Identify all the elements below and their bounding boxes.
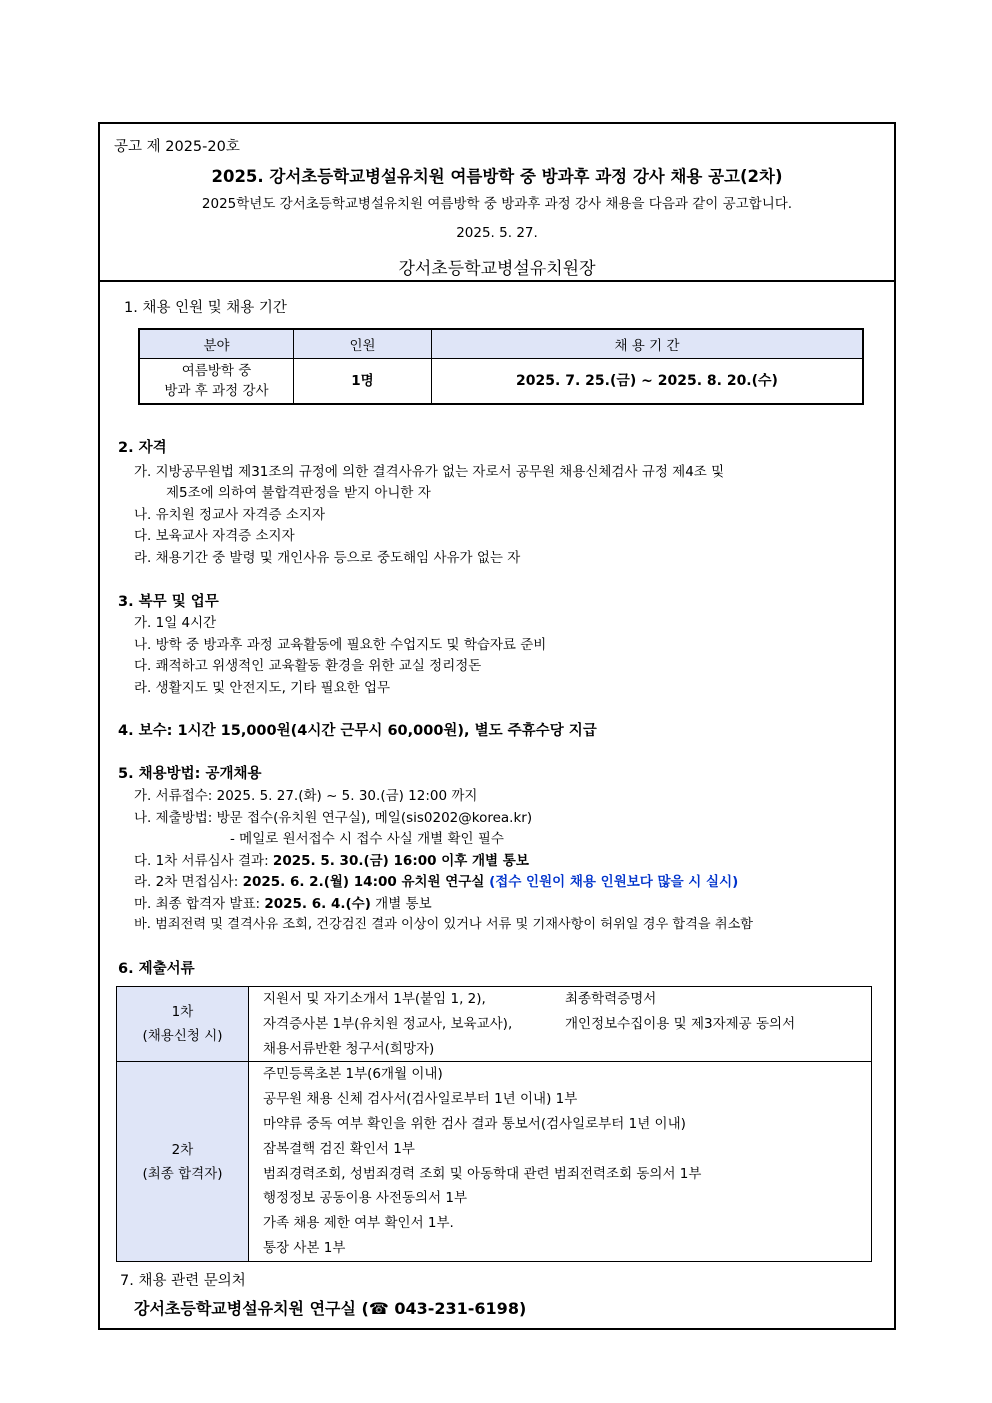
section4-heading: 4. 보수: 1시간 15,000원(4시간 근무시 60,000원), 별도 주휴수당 지급 [118,723,597,739]
section3-item: 가. 1일 4시간 [134,615,217,631]
section3-item: 라. 생활지도 및 안전지도, 기타 필요한 업무 [134,680,391,696]
section3-heading: 3. 복무 및 업무 [118,594,219,610]
notice-date: 2025. 5. 27. [456,225,538,241]
section1-heading: 1. 채용 인원 및 채용 기간 [124,300,287,316]
section2-item: 가. 지방공무원법 제31조의 규정에 의한 결격사유가 없는 자로서 공무원 채용신체검사 규정 제4조 및 [134,464,725,480]
list-item: 주민등록초본 1부(6개월 이내) [263,1066,443,1083]
stage1-label: 1차 (채용신청 시) [117,987,249,1062]
notice-header [100,124,894,282]
col-count: 인원 [294,329,432,359]
list-item: 마약류 중독 여부 확인을 위한 검사 결과 통보서(검사일로부터 1년 이내) [263,1115,686,1132]
notice-frame [98,122,896,1330]
section5-item-f: 바. 범죄전력 및 결격사유 조회, 건강검진 결과 이상이 있거나 서류 및 기재사항이 허위일 경우 합격을 취소함 [134,917,754,932]
section3-item: 다. 쾌적하고 위생적인 교육활동 환경을 위한 교실 정리정돈 [134,658,482,674]
section2-item: 나. 유치원 정교사 자격증 소지자 [134,507,325,523]
contact-info: 강서초등학교병설유치원 연구실 (☎ 043-231-6198) [134,1299,527,1318]
notice-title: 2025. 강서초등학교병설유치원 여름방학 중 방과후 과정 강사 채용 공고(2차) [211,167,783,186]
list-item: 범죄경력조회, 성범죄경력 조회 및 아동학대 관련 범죄전력조회 동의서 1부 [263,1165,702,1182]
stage1-documents: 지원서 및 자기소개서 1부(붙임 1, 2), 최종학력증명서 자격증사본 1부(유치원 정교사, 보육교사), 개인정보수집이용 및 제3자제공 동의서 채용서류반환 청구서(희망자) [249,987,872,1062]
section2-item: 라. 채용기간 중 발령 및 개인사유 등으로 중도해임 사유가 없는 자 [134,550,521,566]
section2-item: 다. 보육교사 자격증 소지자 [134,528,295,544]
list-item: 통장 사본 1부 [263,1239,346,1256]
section2-heading: 2. 자격 [118,440,167,456]
cell-count: 1명 [294,359,432,405]
issuer-name: 강서초등학교병설유치원장 [398,259,596,279]
list-item: 가족 채용 제한 여부 확인서 1부. [263,1215,454,1232]
section5-item-a: 가. 서류접수: 2025. 5. 27.(화) ~ 5. 30.(금) 12:00 까지 [134,788,478,804]
hiring-table [138,328,864,405]
cell-period: 2025. 7. 25.(금) ~ 2025. 8. 20.(수) [432,359,864,405]
list-item: 행정정보 공동이용 사전동의서 1부 [263,1190,468,1207]
section3-item: 나. 방학 중 방과후 과정 교육활동에 필요한 수업지도 및 학습자료 준비 [134,637,547,653]
section7-heading: 7. 채용 관련 문의처 [120,1273,246,1289]
col-period: 채 용 기 간 [432,329,864,359]
section6-heading: 6. 제출서류 [118,961,195,977]
table-row [139,359,863,405]
section5-item-e: 마. 최종 합격자 발표: 2025. 6. 4.(수) 개별 통보 [134,896,432,912]
stage2-documents [249,1062,872,1261]
table-row [117,987,872,1062]
section5-item-c: 다. 1차 서류심사 결과: 2025. 5. 30.(금) 16:00 이후 개별 통보 [134,853,529,869]
table-row [117,1062,872,1261]
section5-heading: 5. 채용방법: 공개채용 [118,766,262,782]
list-item: 잠복결핵 검진 확인서 1부 [263,1140,415,1157]
section5-item-b-note: - 메일로 원서접수 시 접수 사실 개별 확인 필수 [230,831,504,847]
documents-table [116,986,872,1262]
notice-number: 공고 제 2025-20호 [114,139,240,155]
stage2-label: 2차 (최종 합격자) [117,1062,249,1261]
cell-field: 여름방학 중 방과 후 과정 강사 [139,359,294,405]
col-field: 분야 [139,329,294,359]
notice-intro: 2025학년도 강서초등학교병설유치원 여름방학 중 방과후 과정 강사 채용을 다음과 같이 공고합니다. [201,196,793,212]
list-item: 공무원 채용 신체 검사서(검사일로부터 1년 이내) 1부 [263,1091,578,1108]
section5-item-d: 라. 2차 면접심사: 2025. 6. 2.(월) 14:00 유치원 연구실 (접수 인원이 채용 인원보다 많을 시 실시) [134,874,739,890]
section2-item: 제5조에 의하여 불합격판정을 받지 아니한 자 [166,485,431,501]
section5-item-b: 나. 제출방법: 방문 접수(유치원 연구실), 메일(sis0202@korea.kr) [134,810,533,826]
